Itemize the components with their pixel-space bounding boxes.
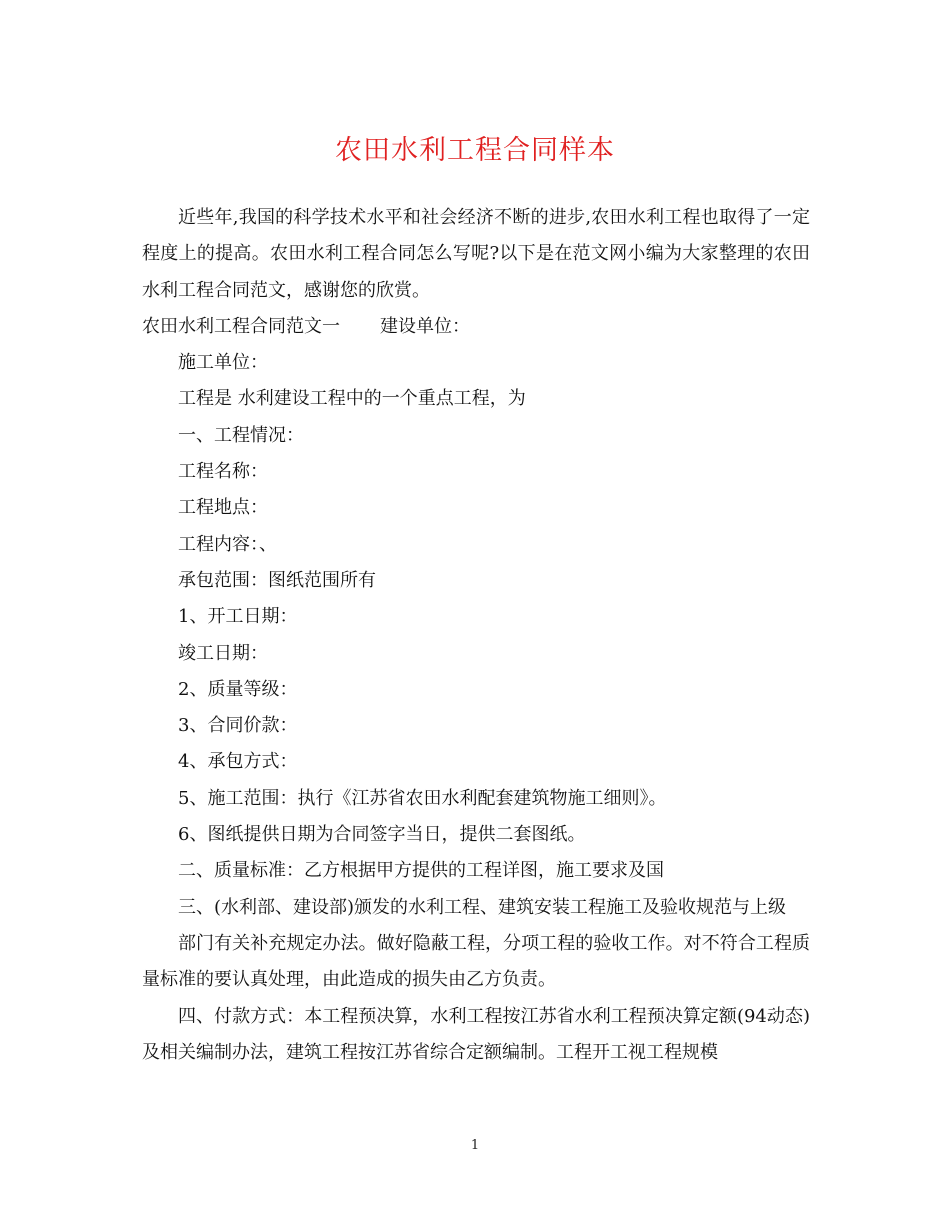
project-content-line: 工程内容：、	[178, 533, 277, 555]
contract-scope-line: 承包范围：图纸范围所有	[178, 569, 376, 591]
project-key-line: 工程是 水利建设工程中的一个重点工程，为	[178, 388, 526, 410]
contract-price-line: 3、合同价款：	[178, 715, 298, 737]
section-heading-line	[142, 309, 810, 345]
construction-unit-line: 施工单位：	[178, 352, 268, 374]
section-heading: 农田水利工程合同范文一	[142, 315, 340, 337]
contract-method-line: 4、承包方式：	[178, 751, 298, 773]
completion-date-line: 竣工日期：	[178, 642, 268, 664]
drawings-date-line: 6、图纸提供日期为合同签字当日，提供二套图纸。	[178, 824, 586, 846]
supplementary-rules-paragraph: 部门有关补充规定办法。做好隐蔽工程，分项工程的验收工作。对不符合工程质量标准的要认真处理，由此造成的损失由乙方负责。	[142, 932, 810, 991]
quality-standard-line: 二、质量标准：乙方根据甲方提供的工程详图，施工要求及国	[178, 860, 664, 882]
project-overview-heading: 一、工程情况：	[178, 424, 304, 446]
build-unit-label: 建设单位：	[380, 315, 470, 337]
document-title: 农田水利工程合同样本	[335, 135, 615, 166]
project-location-line: 工程地点：	[178, 497, 268, 519]
quality-grade-line: 2、质量等级：	[178, 678, 298, 700]
intro-paragraph: 近些年,我国的科学技术水平和社会经济不断的进步,农田水利工程也取得了一定程度上的提高。农田水利工程合同怎么写呢?以下是在范文网小编为大家整理的农田水利工程合同范文，感谢您的欣赏。	[142, 207, 810, 301]
page-number: 1	[470, 1138, 480, 1153]
payment-method-paragraph: 四、付款方式：本工程预决算，水利工程按江苏省水利工程预决算定额(94动态)及相关编制办法，建筑工程按江苏省综合定额编制。工程开工视工程规模	[142, 1005, 810, 1063]
start-date-line: 1、开工日期：	[178, 606, 298, 628]
construction-scope-line: 5、施工范围：执行《江苏省农田水利配套建筑物施工细则》。	[178, 787, 667, 809]
project-name-line: 工程名称：	[178, 461, 268, 483]
document-body	[142, 200, 810, 1071]
regulations-line: 三、(水利部、建设部)颁发的水利工程、建筑安装工程施工及验收规范与上级	[178, 896, 787, 918]
